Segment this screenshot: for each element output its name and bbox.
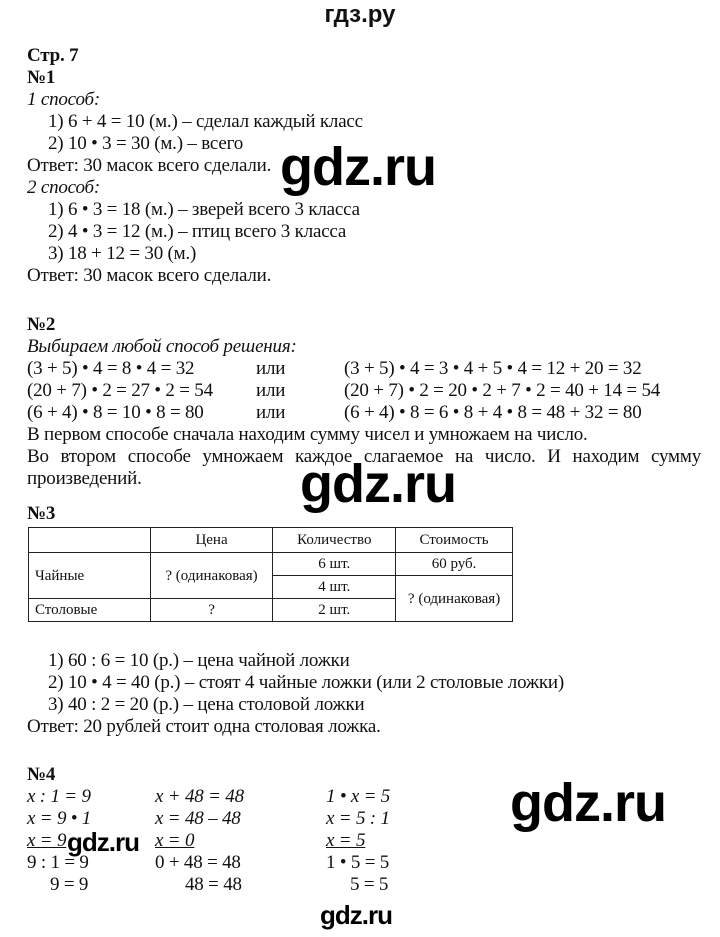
task4-col2-line: x = 48 – 48 [155,808,241,829]
task1-method2-label: 2 способ: [27,177,100,198]
task4-col2-line: x + 48 = 48 [155,786,244,807]
task2-explanation-1: В первом способе сначала находим сумму чисел и умножаем на число. [27,424,588,445]
cell-teaspoon-price: ? (одинаковая) [150,553,273,599]
table-row [29,553,513,576]
cell-teaspoon-qty-2: 4 шт. [273,576,396,599]
price-quantity-cost-table [28,527,513,622]
task2-intro: Выбираем любой способ решения: [27,336,297,357]
task4-col3-line: 1 • x = 5 [326,786,391,807]
row-label-teaspoons: Чайные [29,553,151,599]
task3-number: №3 [27,503,56,524]
task1-number: №1 [27,67,56,88]
task3-step: 1) 60 : 6 = 10 (р.) – цена чайной ложки [48,650,350,671]
task2-row-left: (3 + 5) • 4 = 8 • 4 = 32 [27,358,195,379]
table-header-cell [29,528,151,553]
task2-row-left: (20 + 7) • 2 = 27 • 2 = 54 [27,380,213,401]
table-header-cell: Стоимость [396,528,513,553]
task1-answer2: Ответ: 30 масок всего сделали. [27,265,272,286]
task3-step: 3) 40 : 2 = 20 (р.) – цена столовой ложки [48,694,365,715]
task1-method1-step: 1) 6 + 4 = 10 (м.) – сделал каждый класс [48,111,363,132]
cell-tablespoon-price: ? [150,599,273,622]
watermark: gdz.ru [320,900,392,930]
task2-row-left: (6 + 4) • 8 = 10 • 8 = 80 [27,402,204,423]
task3-step: 2) 10 • 4 = 40 (р.) – стоят 4 чайные ложки (или 2 столовые ложки) [48,672,564,693]
watermark: gdz.ru [300,454,456,514]
page-label: Стр. 7 [27,45,79,66]
task1-method2-step: 3) 18 + 12 = 30 (м.) [48,243,197,264]
task1-answer1: Ответ: 30 масок всего сделали. [27,155,272,176]
task2-row-or: или [256,402,286,423]
task2-explanation-2: Во втором способе умножаем каждое слагаемое на число. И находим сумму произведений. [27,446,701,489]
row-label-tablespoons: Столовые [29,599,151,622]
table-header-row [29,528,513,553]
task1-method2-step: 2) 4 • 3 = 12 (м.) – птиц всего 3 класса [48,221,347,242]
task1-method2-step: 1) 6 • 3 = 18 (м.) – зверей всего 3 класса [48,199,360,220]
cell-shared-cost: ? (одинаковая) [396,576,513,622]
task1-method1-label: 1 способ: [27,89,100,110]
task1-method1-step: 2) 10 • 3 = 30 (м.) – всего [48,133,243,154]
task4-col1-check: 9 : 1 = 9 [27,852,89,873]
task2-row-right: (3 + 5) • 4 = 3 • 4 + 5 • 4 = 12 + 20 = 32 [344,358,642,379]
task4-col1-line: x : 1 = 9 [27,786,91,807]
cell-teaspoon-cost-1: 60 руб. [396,553,513,576]
cell-tablespoon-qty: 2 шт. [273,599,396,622]
cell-teaspoon-qty-1: 6 шт. [273,553,396,576]
watermark: gdz.ru [280,137,436,197]
watermark: gdz.ru [67,827,139,857]
task2-row-right: (6 + 4) • 8 = 6 • 8 + 4 • 8 = 48 + 32 = 80 [344,402,642,423]
task4-number: №4 [27,764,56,785]
table-header-cell: Цена [150,528,273,553]
task4-col2-check: 48 = 48 [185,874,242,895]
task2-number: №2 [27,314,56,335]
task4-col1-result: x = 9 [27,830,67,851]
task4-col3-check: 5 = 5 [350,874,389,895]
task2-row-or: или [256,380,286,401]
site-title: гдз.ру [324,1,396,28]
task4-col2-result: x = 0 [155,830,195,851]
task4-col3-check: 1 • 5 = 5 [326,852,390,873]
task4-col1-check: 9 = 9 [50,874,89,895]
table-header-cell: Количество [273,528,396,553]
watermark: gdz.ru [510,773,666,833]
task4-col1-line: x = 9 • 1 [27,808,92,829]
task2-row-or: или [256,358,286,379]
task4-col3-line: x = 5 : 1 [326,808,390,829]
task2-row-right: (20 + 7) • 2 = 20 • 2 + 7 • 2 = 40 + 14 = 54 [344,380,661,401]
task4-col2-check: 0 + 48 = 48 [155,852,241,873]
task3-answer: Ответ: 20 рублей стоит одна столовая ложка. [27,716,381,737]
task4-col3-result: x = 5 [326,830,366,851]
